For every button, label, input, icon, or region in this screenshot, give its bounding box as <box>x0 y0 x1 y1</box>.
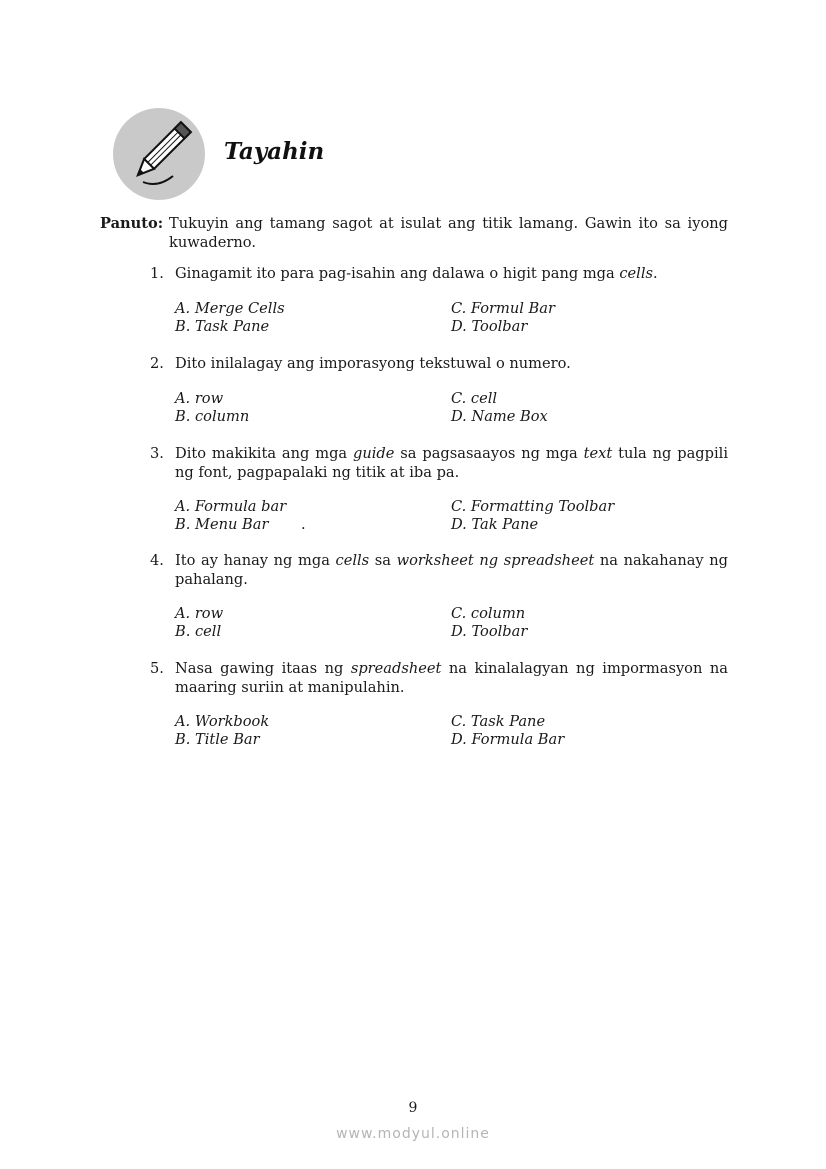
question-4 <box>150 551 728 589</box>
option-b: B. Task Pane <box>175 318 270 335</box>
page-number: 9 <box>408 1100 418 1116</box>
question-5-options <box>175 713 735 749</box>
question-stem: Ito ay hanay ng mga cells sa worksheet ng spreadsheet na nakahanay ng pahalang. <box>175 552 729 588</box>
option-c: C. Formatting Toolbar <box>451 498 615 515</box>
instructions-label: Panuto: <box>100 215 164 232</box>
question-number: 1. <box>150 265 164 282</box>
question-stem: Ginagamit ito para pag-isahin ang dalawa o higit pang mga cells. <box>175 265 658 282</box>
option-b: B. Title Bar <box>175 731 260 748</box>
instructions-text: Tukuyin ang tamang sagot at isulat ang titik lamang. Gawin ito sa iyong kuwaderno. <box>169 215 728 251</box>
question-2 <box>150 354 728 373</box>
section-title: Tayahin <box>224 138 325 165</box>
instructions <box>100 214 728 252</box>
option-a: A. Formula bar <box>175 498 287 515</box>
option-c: C. Formul Bar <box>451 300 555 317</box>
stray-mark: . <box>301 516 306 533</box>
pencil-icon-badge <box>113 108 205 200</box>
option-c: C. cell <box>451 390 498 407</box>
option-c: C. column <box>451 605 526 622</box>
pencil-icon <box>113 108 205 200</box>
question-2-options <box>175 390 735 426</box>
option-c: C. Task Pane <box>451 713 546 730</box>
option-a: A. Workbook <box>175 713 270 730</box>
question-1-options <box>175 300 735 336</box>
option-b: B. Menu Bar <box>175 516 269 533</box>
option-d: D. Toolbar <box>451 623 528 640</box>
question-number: 3. <box>150 445 164 462</box>
option-a: A. row <box>175 605 224 622</box>
option-d: D. Tak Pane <box>451 516 539 533</box>
question-4-options <box>175 605 735 641</box>
question-stem: Dito makikita ang mga guide sa pagsasaayos ng mga text tula ng pagpili ng font, pagpapalaki ng titik at iba pa. <box>175 445 728 481</box>
question-1 <box>150 264 728 283</box>
option-d: D. Name Box <box>451 408 548 425</box>
question-number: 2. <box>150 355 164 372</box>
option-a: A. Merge Cells <box>175 300 285 317</box>
question-stem: Nasa gawing itaas ng spreadsheet na kinalalagyan ng impormasyon na maaring suriin at manipulahin. <box>175 660 728 696</box>
question-3 <box>150 444 728 482</box>
option-b: B. column <box>175 408 250 425</box>
option-b: B. cell <box>175 623 222 640</box>
option-a: A. row <box>175 390 224 407</box>
question-number: 4. <box>150 552 164 569</box>
question-5 <box>150 659 728 697</box>
watermark: www.modyul.online <box>336 1126 490 1142</box>
option-d: D. Toolbar <box>451 318 528 335</box>
question-stem: Dito inilalagay ang imporasyong tekstuwal o numero. <box>175 355 571 372</box>
question-3-options <box>175 498 735 534</box>
option-d: D. Formula Bar <box>451 731 565 748</box>
question-number: 5. <box>150 660 164 677</box>
